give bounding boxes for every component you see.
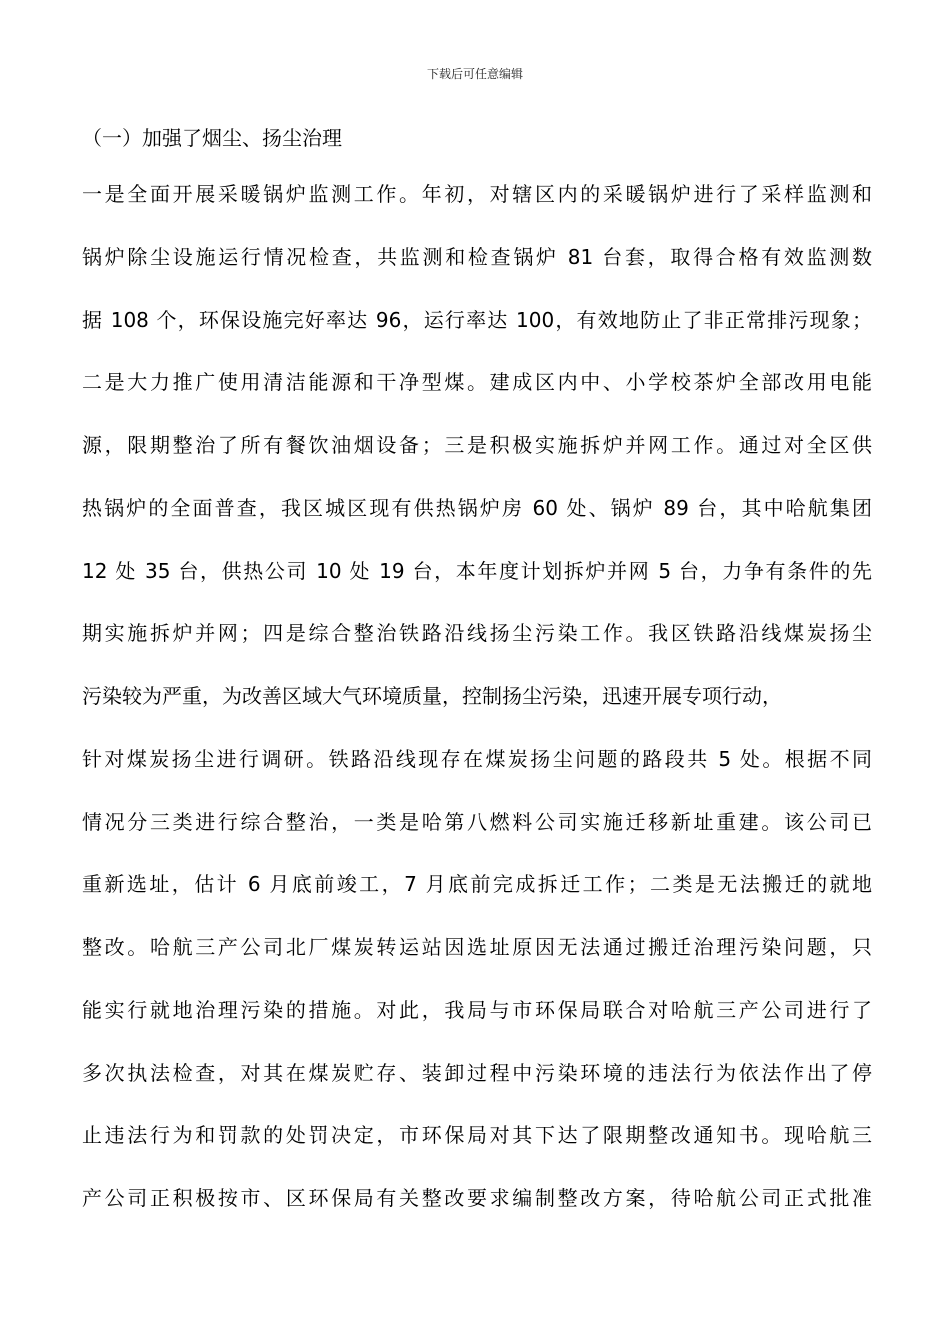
- body-line: 多次执法检查，对其在煤炭贮存、装卸过程中污染环境的违法行为依法作出了停: [82, 1060, 872, 1085]
- body-line: 期实施拆炉并网；四是综合整治铁路沿线扬尘污染工作。我区铁路沿线煤炭扬尘: [82, 621, 872, 646]
- body-line: 据 108 个，环保设施完好率达 96，运行率达 100，有效地防止了非正常排污现象；: [82, 307, 872, 332]
- body-line: 热锅炉的全面普查，我区城区现有供热锅炉房 60 处、锅炉 89 台，其中哈航集团: [82, 495, 872, 520]
- body-line: 针对煤炭扬尘进行调研。铁路沿线现存在煤炭扬尘问题的路段共 5 处。根据不同: [82, 746, 872, 771]
- body-line: 锅炉除尘设施运行情况检查，共监测和检查锅炉 81 台套，取得合格有效监测数: [82, 244, 872, 269]
- body-line: 整改。哈航三产公司北厂煤炭转运站因选址原因无法通过搬迁治理污染问题，只: [82, 935, 872, 959]
- body-line: 一是全面开展采暖锅炉监测工作。年初，对辖区内的采暖锅炉进行了采样监测和: [82, 182, 872, 206]
- page-header-note: 下载后可任意编辑: [426, 67, 523, 81]
- body-line: 情况分三类进行综合整治，一类是哈第八燃料公司实施迁移新址重建。该公司已: [82, 809, 872, 834]
- body-text: [82, 178, 872, 1245]
- body-line: 12 处 35 台，供热公司 10 处 19 台，本年度计划拆炉并网 5 台，力争有条件的先: [82, 558, 872, 583]
- body-line: 污染较为严重，为改善区域大气环境质量，控制扬尘污染，迅速开展专项行动，: [82, 684, 782, 708]
- body-line: 能实行就地治理污染的措施。对此，我局与市环保局联合对哈航三产公司进行了: [82, 997, 872, 1022]
- body-line: 重新选址，估计 6 月底前竣工，7 月底前完成拆迁工作；二类是无法搬迁的就地: [82, 872, 872, 897]
- body-line: 源，限期整治了所有餐饮油烟设备；三是积极实施拆炉并网工作。通过对全区供: [82, 433, 872, 457]
- body-line: 止违法行为和罚款的处罚决定，市环保局对其下达了限期整改通知书。现哈航三: [82, 1123, 872, 1148]
- section-heading: （一）加强了烟尘、扬尘治理: [82, 126, 342, 150]
- body-line: 产公司正积极按市、区环保局有关整改要求编制整改方案，待哈航公司正式批准: [82, 1186, 872, 1210]
- body-line: 二是大力推广使用清洁能源和干净型煤。建成区内中、小学校茶炉全部改用电能: [82, 370, 872, 395]
